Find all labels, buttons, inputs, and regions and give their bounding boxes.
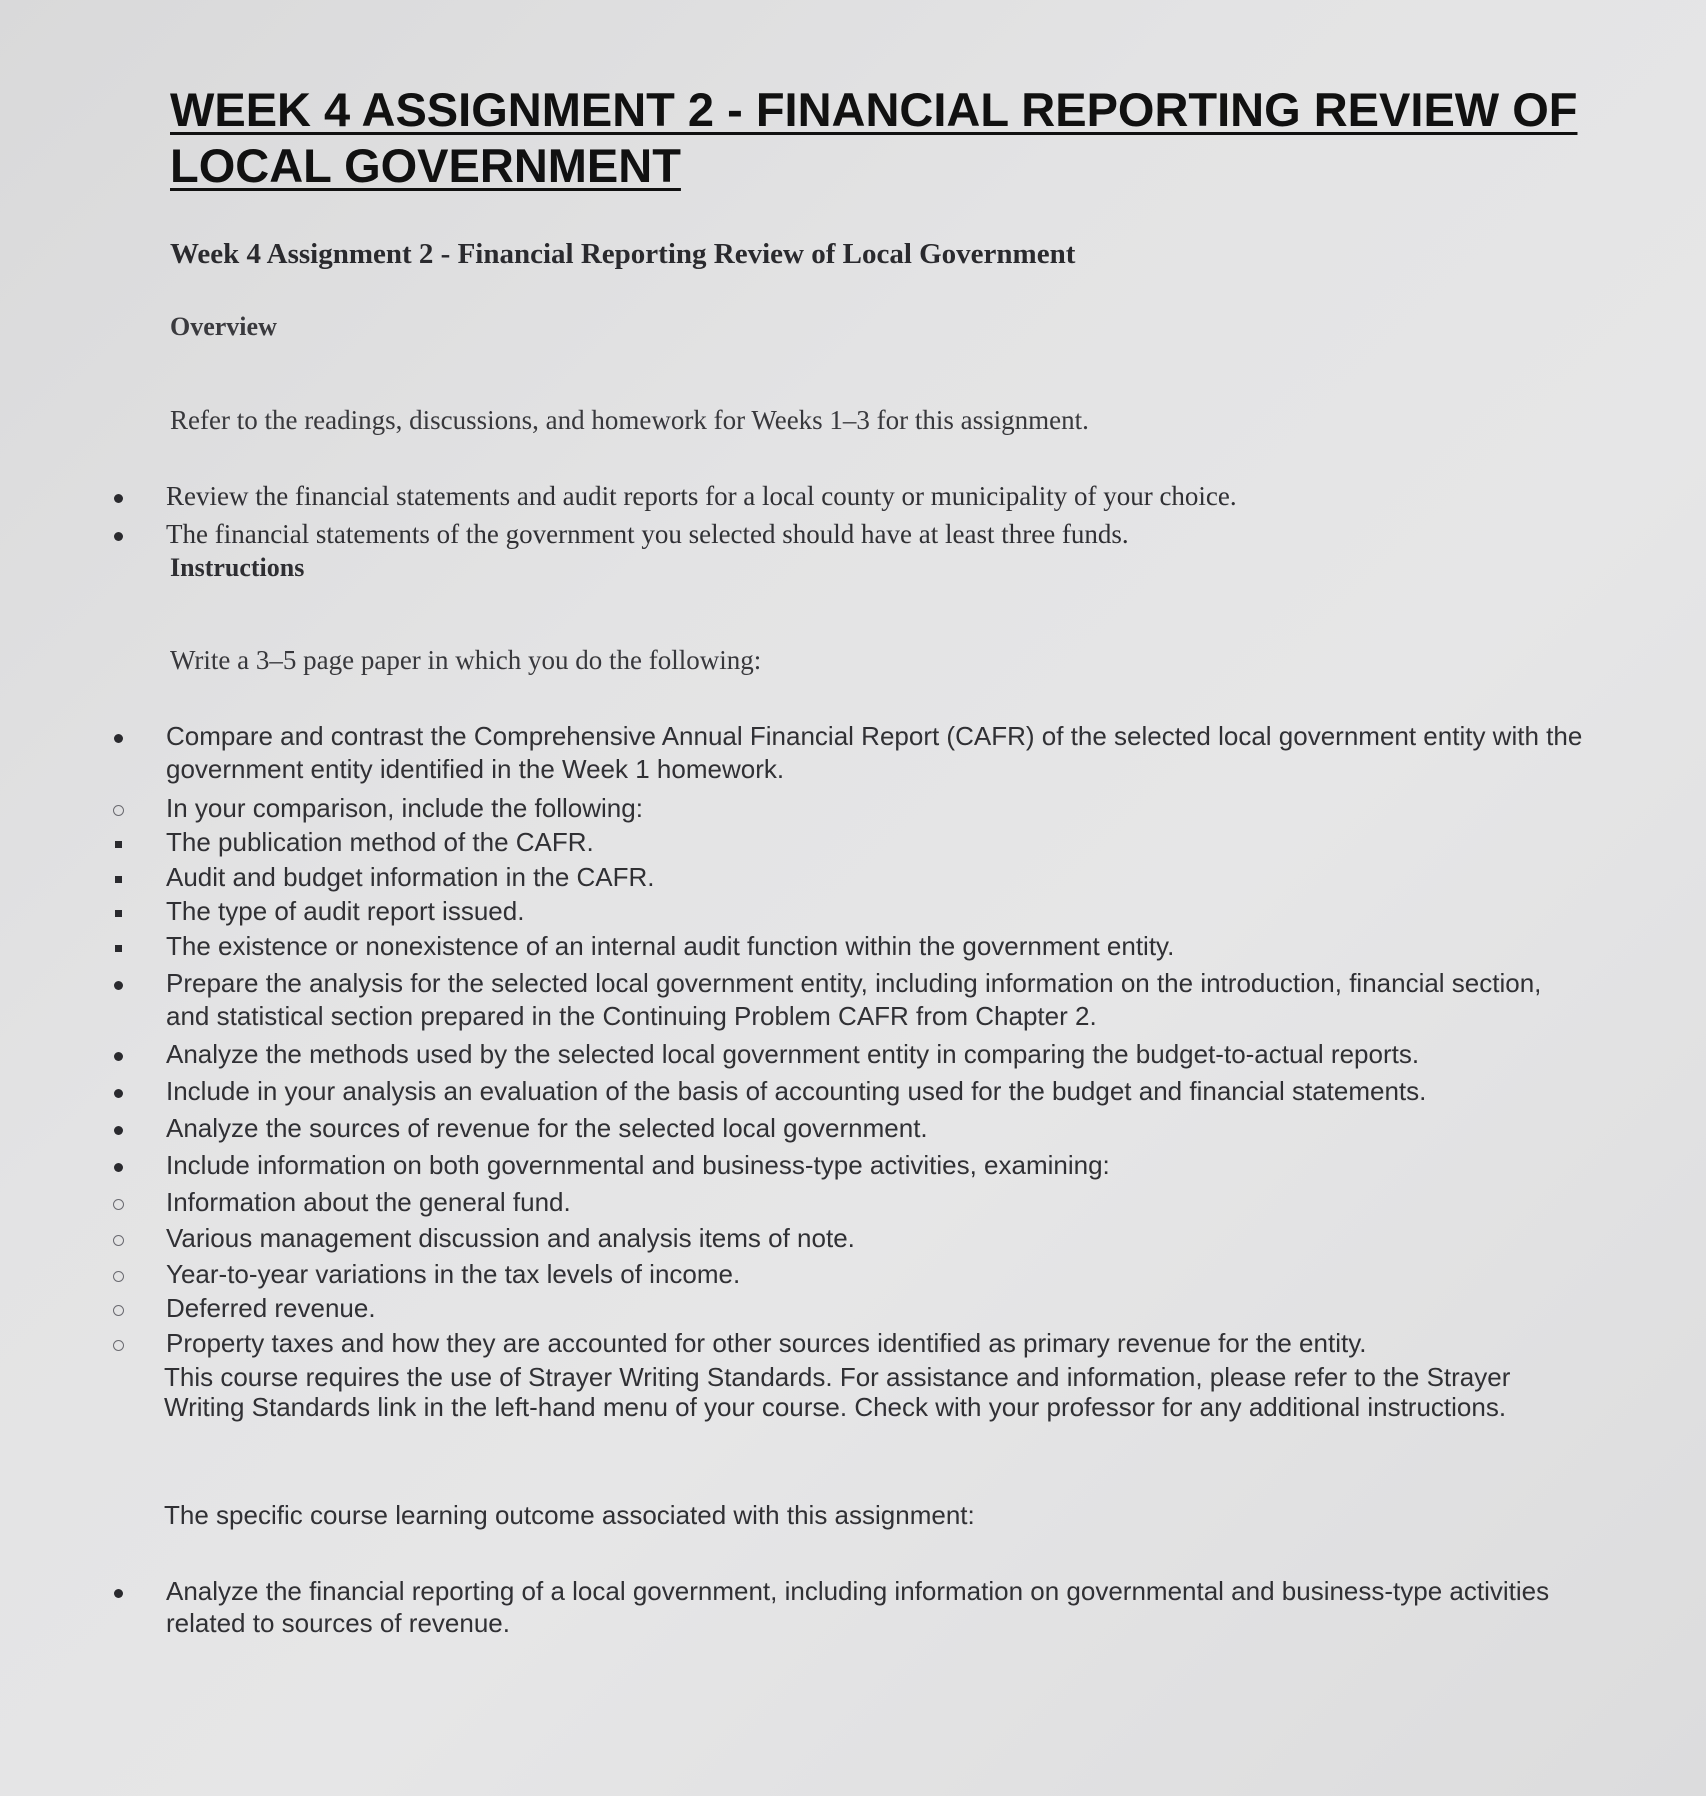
- bullet-icon: [108, 1575, 128, 1607]
- list-item: Information about the general fund.: [166, 1186, 1596, 1219]
- document-title: WEEK 4 ASSIGNMENT 2 - FINANCIAL REPORTING REVIEW OF LOCAL GOVERNMENT: [170, 83, 1578, 192]
- assignment-subtitle: Week 4 Assignment 2 - Financial Reporting Review of Local Government: [170, 238, 1076, 270]
- hollow-bullet-icon: [108, 1186, 128, 1219]
- bullet-icon: [108, 1075, 128, 1108]
- bullet-icon: [108, 518, 128, 551]
- square-bullet-icon: [108, 930, 128, 963]
- hollow-bullet-icon: [108, 1222, 128, 1255]
- list-item: Include in your analysis an evaluation of the basis of accounting used for the budget and financial statements.: [166, 1075, 1596, 1108]
- bullet-icon: [108, 967, 128, 1000]
- list-item: Compare and contrast the Comprehensive Annual Financial Report (CAFR) of the selected local government entity with the government entity identified in the Week 1 homework.: [166, 720, 1596, 786]
- square-bullet-icon: [108, 826, 128, 859]
- bullet-icon: [108, 1038, 128, 1071]
- bullet-icon: [108, 1149, 128, 1182]
- bullet-icon: [108, 1112, 128, 1145]
- list-item: Analyze the financial reporting of a local government, including information on governmental and business-type activities related to sources of revenue.: [166, 1575, 1556, 1639]
- list-item: Review the financial statements and audit reports for a local county or municipality of your choice.: [166, 480, 1596, 513]
- list-item: Include information on both governmental and business-type activities, examining:: [166, 1149, 1596, 1182]
- hollow-bullet-icon: [108, 1292, 128, 1325]
- list-item: The financial statements of the government you selected should have at least three funds.: [166, 518, 1596, 551]
- list-item: The existence or nonexistence of an internal audit function within the government entity.: [166, 930, 1596, 963]
- list-item: Analyze the methods used by the selected local government entity in comparing the budget-to-actual reports.: [166, 1038, 1596, 1071]
- list-item: Analyze the sources of revenue for the selected local government.: [166, 1112, 1596, 1145]
- outcome-text: The specific course learning outcome associated with this assignment:: [164, 1500, 975, 1530]
- list-item: The publication method of the CAFR.: [166, 826, 1596, 859]
- square-bullet-icon: [108, 861, 128, 894]
- instructions-heading: Instructions: [170, 553, 305, 582]
- hollow-bullet-icon: [108, 792, 128, 825]
- overview-heading: Overview: [170, 312, 277, 341]
- instructions-text: Write a 3–5 page paper in which you do the following:: [170, 645, 762, 675]
- overview-text: Refer to the readings, discussions, and homework for Weeks 1–3 for this assignment.: [170, 405, 1089, 435]
- bullet-icon: [108, 720, 128, 753]
- list-item: The type of audit report issued.: [166, 895, 1596, 928]
- square-bullet-icon: [108, 895, 128, 928]
- list-item: Audit and budget information in the CAFR.: [166, 861, 1596, 894]
- list-item: In your comparison, include the following:: [166, 792, 1596, 825]
- hollow-bullet-icon: [108, 1258, 128, 1291]
- list-item: Year-to-year variations in the tax levels of income.: [166, 1258, 1596, 1291]
- hollow-bullet-icon: [108, 1327, 128, 1360]
- bullet-icon: [108, 480, 128, 513]
- list-item: Prepare the analysis for the selected local government entity, including information on the introduction, financial section, and statistical section prepared in the Continuing Problem CAFR from Chapter 2.: [166, 967, 1566, 1033]
- list-item: Deferred revenue.: [166, 1292, 1596, 1325]
- list-item: Property taxes and how they are accounted for other sources identified as primary revenue for the entity.: [166, 1327, 1596, 1360]
- list-item: Various management discussion and analysis items of note.: [166, 1222, 1596, 1255]
- standards-text: This course requires the use of Strayer Writing Standards. For assistance and information, please refer to the Strayer Writing Standards link in the left-hand menu of your course. Check with your professor for any additional instructions.: [164, 1362, 1511, 1422]
